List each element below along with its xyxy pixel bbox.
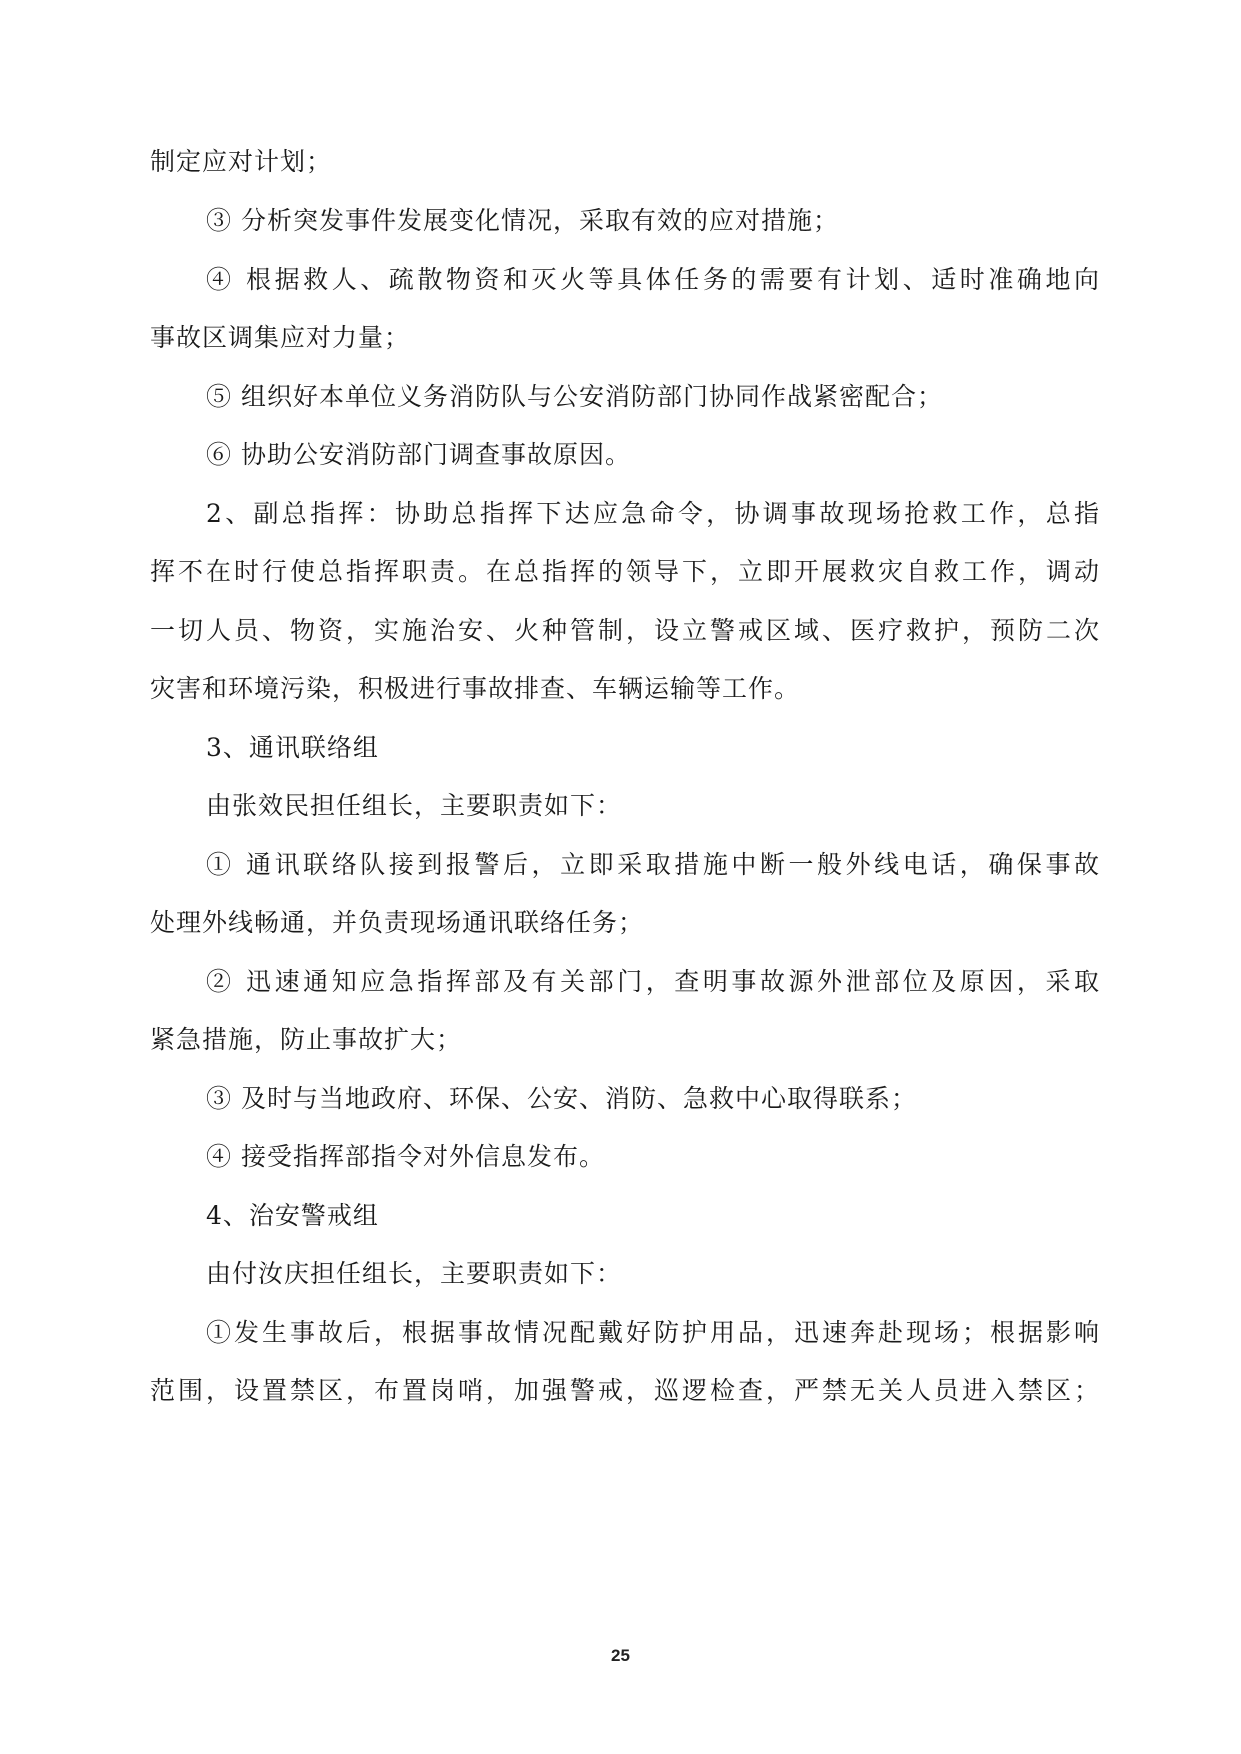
list-item: ⑤ 组织好本单位义务消防队与公安消防部门协同作战紧密配合；	[206, 382, 943, 411]
list-item: ④ 接受指挥部指令对外信息发布。	[206, 1142, 605, 1171]
paragraph-line: 灾害和环境污染，积极进行事故排查、车辆运输等工作。	[150, 674, 801, 703]
paragraph-line: 一切人员、物资，实施治安、火种管制，设立警戒区域、医疗救护，预防二次	[150, 616, 1100, 645]
list-item: ①发生事故后，根据事故情况配戴好防护用品，迅速奔赴现场；根据影响	[206, 1318, 1100, 1347]
list-item: ⑥ 协助公安消防部门调查事故原因。	[206, 440, 631, 469]
list-item: ③ 分析突发事件发展变化情况，采取有效的应对措施；	[206, 206, 839, 235]
section-heading: 3、通讯联络组	[206, 733, 379, 762]
list-item: ③ 及时与当地政府、环保、公安、消防、急救中心取得联系；	[206, 1084, 917, 1113]
text-line: 制定应对计划；	[150, 147, 333, 176]
page-number: 25	[611, 1646, 630, 1665]
text-line: 处理外线畅通，并负责现场通讯联络任务；	[150, 908, 645, 937]
text-line: 由张效民担任组长，主要职责如下：	[206, 791, 623, 820]
text-line: 事故区调集应对力量；	[150, 323, 411, 352]
text-line: 由付汝庆担任组长，主要职责如下：	[206, 1259, 623, 1288]
list-item: ① 通讯联络队接到报警后，立即采取措施中断一般外线电话，确保事故	[206, 850, 1100, 879]
paragraph-line: 2、副总指挥：协助总指挥下达应急命令，协调事故现场抢救工作，总指	[206, 499, 1100, 528]
text-line: 范围，设置禁区，布置岗哨，加强警戒，巡逻检查，严禁无关人员进入禁区；	[150, 1376, 1100, 1405]
paragraph-line: 挥不在时行使总指挥职责。在总指挥的领导下，立即开展救灾自救工作，调动	[150, 557, 1100, 586]
list-item: ④ 根据救人、疏散物资和灭火等具体任务的需要有计划、适时准确地向	[206, 265, 1100, 294]
text-line: 紧急措施，防止事故扩大；	[150, 1025, 463, 1054]
list-item: ② 迅速通知应急指挥部及有关部门，查明事故源外泄部位及原因，采取	[206, 967, 1100, 996]
section-heading: 4、治安警戒组	[206, 1201, 379, 1230]
